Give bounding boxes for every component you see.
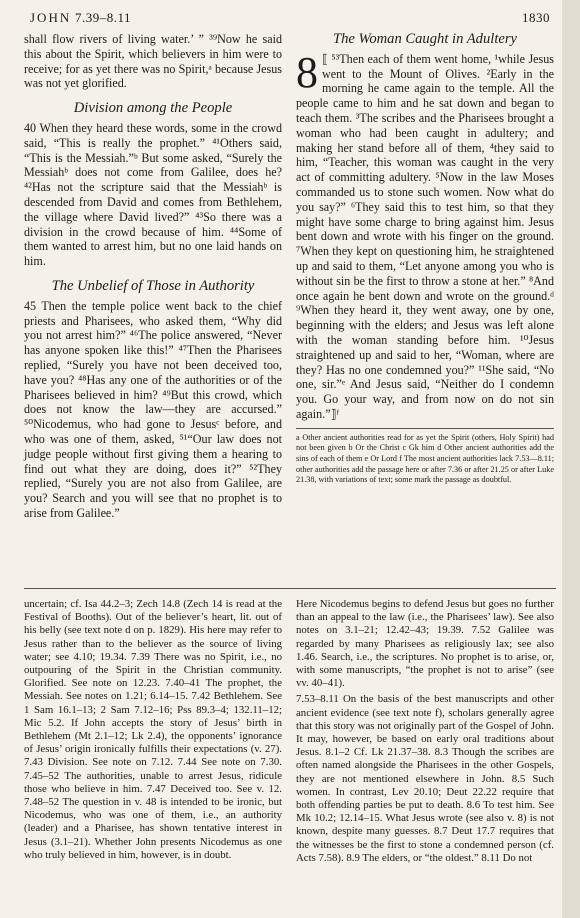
chapter-8-text: ⟦ ⁵³Then each of them went home, ¹while Jesus went to the Mount of Olives. ²Early in the morning he came again to the temple. All the people came to him and he sat down and began to teach them. ³The scribes and the Pharisees brought a woman who had been caught in adultery; and making her stand before all of them, ⁴they said to him, “Teacher, this woman was caught in the very act of committing adultery. ⁵Now in the law Moses commanded us to stone such women. Now what do you say?” ⁶They said this to test him, so that they might have some charge to bring against him. Jesus bent down and wrote with his finger on the ground. ⁷When they kept on questioning him, he straightened up and said to them, “Let anyone among you who is without sin be the first to throw a stone at her.” ⁸And once again he bent down and wrote on the ground.ᵈ ⁹When they heard it, they went away, one by one, beginning with the elders; and Jesus was left alone with the woman standing before him. ¹⁰Jesus straightened up and said to her, “Woman, where are they? Has no one condemned you?” ¹¹She said, “No one, sir.”ᵉ And Jesus said, “Neither do I condemn you. Go your way, and from now on do not sin again.”⟧ᶠ [296, 51, 554, 421]
verse-paragraph: 45 Then the temple police went back to the chief priests and Pharisees, who asked them, “Why did you not arrest him?” ⁴⁶The police answered, “Never has anyone spoken like this!” ⁴⁷Then the Pharisees replied, “Surely you have not been deceived too, have you? ⁴⁸Has any one of the authorities or of the Pharisees believed in him? ⁴⁹But this crowd, which does not know the law—they are accursed.” ⁵⁰Nicodemus, who had gone to Jesusᶜ before, and who was one of them, asked, ⁵¹“Our law does not judge people without first giving them a hearing to find out what they are doing, does it?” ⁵²They replied, “Surely you are not also from Galilee, are you? Search and you will see that no prophet is to arise from Galilee.” [24, 298, 282, 520]
commentary-paragraph: Here Nicodemus begins to defend Jesus but goes no further than an appeal to the law (i.e., the Pharisees’ law). See also notes on 3.1–21; 12.42–43; 19.39. 7.52 Galilee was regarded by many Pharisees as religiously lax; see also 1.46. Search, i.e., the scriptures. No prophet is to arise, or, with some manuscripts, “the prophet is not to arise” (see vv. 40–41). [296, 598, 554, 690]
commentary-paragraph: uncertain; cf. Isa 44.2–3; Zech 14.8 (Zech 14 is read at the Festival of Booths). Out of the believer’s heart, lit. out of his belly (see text note d on p. 1829). His here may refer to Jesus rather than to the believer as the source of living water; see 4.10; 19.34. 7.39 There was no Spirit, i.e., no outpouring of the Spirit in the Christian community. Glorified. See note on 12.23. 7.40–41 The prophet, the Messiah. See notes on 1.21; 6.14–15. 7.42 Bethlehem. See 1 Sam 16.1–13; 2 Sam 7.12–16; Pss 89.3–4; 132.11–12; Mic 5.2. If John accepts the story of Jesus’ birth in Bethlehem (Mt 2.1–12; Lk 2.4), the opponents’ ignorance of Jesus’ origin ironically fulfills their expectations (v. 27). 7.43 Division. See note on 7.12. 7.44 See note on 7.30. 7.45–52 The authorities, unable to arrest Jesus, ridicule those who believe in him. 7.47 Deceived too. See v. 12. 7.48–52 The question in v. 48 is intended to be ironic, but Nicodemus, who was one of them, i.e., an authority (leader) and a Pharisee, has shown tentative interest in Jesus (3.1–21). Whether John presents Nicodemus as one who truly believed in him, however, is in doubt. [24, 598, 282, 861]
commentary-paragraph: 7.53–8.11 On the basis of the best manuscripts and other ancient evidence (see text note f), scholars generally agree that this story was not originally part of the Gospel of John. It may, however, be based on early oral traditions about Jesus. 8.1–2 Cf. Lk 21.37–38. 8.3 Though the scribes are often named alongside the Pharisees in the other Gospels, they are not mentioned elsewhere in John. 8.5 Such women. In contrast, Lev 20.10; Deut 22.22 require that both offending parties be put to death. 8.6 To test him. See Mk 10.2; 12.14–15. What Jesus wrote (see also v. 8) is not known, despite many guesses. 8.7 Deut 17.7 requires that the witnesses be the first to stone a condemned person (cf. Acts 7.58). 8.9 The elders, or “the oldest.” 8.11 Do not [296, 693, 554, 864]
commentary-divider [24, 588, 556, 589]
verse-paragraph: 40 When they heard these words, some in the crowd said, “This is really the prophet.” ⁴¹Others said, “This is the Messiah.”ᵇ But some asked, “Surely the Messiahᵇ does not come from Galilee, does he? ⁴²Has not the scripture said that the Messiahᵇ is descended from David and comes from Bethlehem, the village where David lived?” ⁴³So there was a division in the crowd because of him. ⁴⁴Some of them wanted to arrest him, but no one laid hands on him. [24, 120, 282, 269]
chapter-verse-range: 7.39–8.11 [74, 10, 132, 25]
facing-page-edge [562, 0, 580, 918]
chapter-number: 8 [296, 47, 318, 97]
scripture-text [24, 32, 556, 584]
section-heading-adultery: The Woman Caught in Adultery [332, 31, 518, 47]
verse-paragraph: shall flow rivers of living water.’ ” ³⁹Now he said this about the Spirit, which believers in him were to receive; for as yet there was no Spirit,ᵃ because Jesus was not yet glorified. [24, 32, 282, 91]
section-heading-division: Division among the People [73, 100, 233, 117]
verse-paragraph [296, 47, 554, 422]
commentary-left [24, 598, 282, 862]
text-notes: a Other ancient authorities read for as yet the Spirit (others, Holy Spirit) had not been given b Or the Christ c Gk him d Other ancient authorities add the sins of each of them e Or Lord f The most ancient authorities lack 7.53—8.11; other authorities add the passage here or after 7.36 or after 21.25 or after Luke 21.38, with variations of text; some mark the passage as doubtful. [296, 428, 554, 486]
commentary-right [296, 598, 554, 865]
right-column [296, 32, 554, 486]
section-heading-unbelief: The Unbelief of Those in Authority [51, 277, 255, 294]
left-column [24, 32, 282, 521]
running-head-reference [30, 10, 131, 26]
page-number: 1830 [522, 10, 550, 25]
book-name: JOHN [30, 10, 72, 25]
running-head [30, 10, 550, 28]
